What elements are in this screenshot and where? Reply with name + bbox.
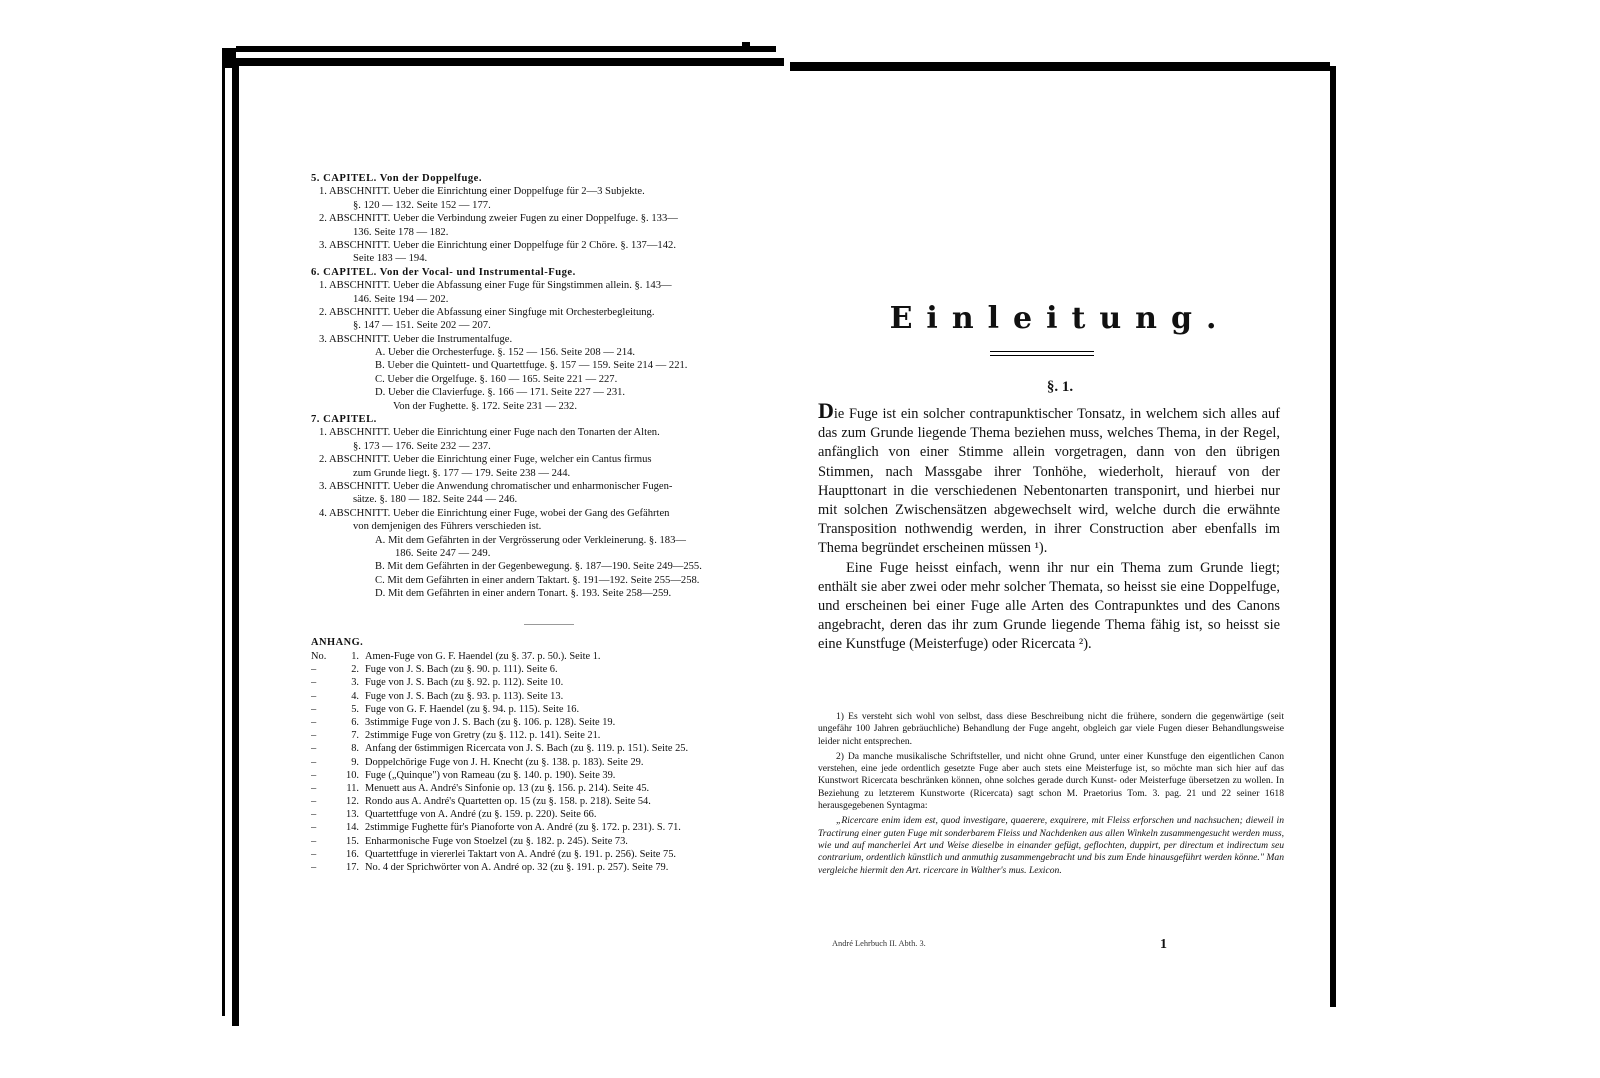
appendix-number: 3. — [351, 677, 359, 689]
toc-line: B. Mit dem Gefährten in der Gegenbewegung. §. 187—190. Seite 249—255. — [375, 561, 702, 573]
right-page — [790, 66, 1336, 1007]
appendix-prefix: – — [311, 796, 317, 808]
appendix-row — [311, 861, 781, 874]
appendix-number: 7. — [351, 730, 359, 742]
toc-line: Von der Fughette. §. 172. Seite 231 — 232. — [393, 400, 578, 412]
appendix-prefix: – — [311, 862, 317, 873]
footnote: 2) Da manche musikalische Schriftsteller, und nicht ohne Grund, unter einer Kunstfuge den eigentlichen Canon verstehen, eine jede ordentlich gesetzte Fuge aber auch stets eine Meisterfuge ist, so möchte man sich hier auf das Kunstwort Ricercata beschränken können, ohne solches gerade durch Kunst- oder Meisterfuge übersetzen zu wollen. In Beziehung zu letzterem Kunstworte (Ricercata) sagt schon M. Praetorius Tom. 3. pag. 21 und 22 seiner 1618 herausgegebenen Syntagma: — [818, 750, 1284, 812]
scan-artifact — [222, 66, 225, 1016]
appendix-row — [311, 782, 781, 795]
appendix-row — [311, 769, 781, 782]
appendix-number: 10. — [346, 769, 359, 781]
appendix-row — [311, 835, 781, 848]
toc-line: 186. Seite 247 — 249. — [395, 547, 491, 559]
toc-line: §. 120 — 132. Seite 152 — 177. — [353, 199, 491, 211]
toc-line: §. 147 — 151. Seite 202 — 207. — [353, 320, 491, 332]
appendix-entry: 2stimmige Fughette für's Pianoforte von A. André (zu §. 172. p. 231). S. 71. — [365, 822, 681, 834]
appendix-number: 12. — [346, 796, 359, 808]
table-of-contents — [311, 172, 781, 601]
appendix-prefix: – — [311, 730, 317, 742]
appendix-row — [311, 729, 781, 742]
appendix-number: 8. — [351, 743, 359, 755]
appendix-entry: Fuge von G. F. Haendel (zu §. 94. p. 115). Seite 16. — [365, 703, 580, 715]
toc-line: 1. ABSCHNITT. Ueber die Einrichtung einer Doppelfuge für 2—3 Subjekte. — [319, 186, 645, 198]
appendix-prefix: – — [311, 743, 317, 755]
footnote: 1) Es versteht sich wohl von selbst, dass diese Beschreibung nicht die frühere, sondern die gegenwärtige (seit ungefähr 100 Jahren gebräuchliche) Behandlung der Fuge angeht, obgleich gar viele Fugen dieser Behandlungsweise leider nicht entsprechen. — [818, 711, 1284, 747]
appendix-prefix: – — [311, 822, 317, 834]
toc-line: D. Mit dem Gefährten in einer andern Tonart. §. 193. Seite 258—259. — [375, 588, 672, 600]
appendix-number: 6. — [351, 716, 359, 728]
signature-line: André Lehrbuch II. Abth. 3. — [832, 939, 926, 948]
appendix-entry: Fuge von J. S. Bach (zu §. 92. p. 112). Seite 10. — [365, 677, 564, 689]
toc-line: A. Ueber die Orchesterfuge. §. 152 — 156. Seite 208 — 214. — [375, 347, 636, 359]
appendix-row — [311, 808, 781, 821]
toc-line: C. Ueber die Orgelfuge. §. 160 — 165. Seite 221 — 227. — [375, 373, 618, 385]
appendix-number: 1. — [351, 651, 359, 662]
appendix-entry: Fuge („Quinque") von Rameau (zu §. 140. p. 190). Seite 39. — [365, 769, 616, 781]
toc-line: 3. ABSCHNITT. Ueber die Instrumentalfuge. — [319, 333, 513, 345]
toc-line: von demjenigen des Führers verschieden ist. — [353, 521, 542, 533]
appendix-row — [311, 676, 781, 689]
appendix-title: ANHANG. — [311, 637, 364, 648]
chapter-heading: 6. CAPITEL. Von der Vocal- und Instrumental-Fuge. — [311, 266, 576, 278]
appendix-prefix: – — [311, 782, 317, 794]
appendix-entry: Rondo aus A. André's Quartetten op. 15 (zu §. 158. p. 218). Seite 54. — [365, 796, 651, 808]
appendix-entry: Doppelchörige Fuge von J. H. Knecht (zu §. 138. p. 183). Seite 29. — [365, 756, 644, 768]
appendix-row — [311, 650, 781, 663]
toc-line: 4. ABSCHNITT. Ueber die Einrichtung einer Fuge, wobei der Gang des Gefährten — [319, 507, 670, 519]
toc-line: D. Ueber die Clavierfuge. §. 166 — 171. Seite 227 — 231. — [375, 387, 626, 399]
scan-artifact — [742, 42, 750, 48]
appendix-entry: Quartettfuge in viererlei Taktart von A. André (zu §. 191. p. 256). Seite 75. — [365, 848, 677, 860]
toc-line: 3. ABSCHNITT. Ueber die Einrichtung einer Doppelfuge für 2 Chöre. §. 137—142. — [319, 239, 676, 251]
appendix-row — [311, 795, 781, 808]
appendix-prefix: – — [311, 769, 317, 781]
left-page — [232, 58, 784, 1026]
toc-line: C. Mit dem Gefährten in einer andern Taktart. §. 191—192. Seite 255—258. — [375, 574, 700, 586]
appendix-prefix: – — [311, 677, 317, 689]
appendix-prefix: – — [311, 716, 317, 728]
appendix-prefix: – — [311, 664, 317, 676]
appendix-row — [311, 821, 781, 834]
appendix-number: 15. — [346, 835, 359, 847]
appendix-row — [311, 742, 781, 755]
appendix-entry: Fuge von J. S. Bach (zu §. 93. p. 113). Seite 13. — [365, 690, 564, 702]
toc-line: A. Mit dem Gefährten in der Vergrösserung oder Verkleinerung. §. 183— — [375, 534, 686, 546]
appendix-number: 11. — [346, 782, 359, 794]
appendix-row — [311, 756, 781, 769]
toc-line: 146. Seite 194 — 202. — [353, 293, 449, 305]
appendix-row — [311, 716, 781, 729]
appendix-number: 17. — [346, 862, 359, 873]
appendix-entry: Fuge von J. S. Bach (zu §. 90. p. 111). Seite 6. — [365, 664, 558, 676]
toc-line: 3. ABSCHNITT. Ueber die Anwendung chromatischer und enharmonischer Fugen- — [319, 480, 673, 492]
appendix-entry: Amen-Fuge von G. F. Haendel (zu §. 37. p. 50.). Seite 1. — [365, 651, 601, 662]
separator-rule — [524, 624, 574, 625]
toc-line: 2. ABSCHNITT. Ueber die Einrichtung einer Fuge, welcher ein Cantus firmus — [319, 454, 652, 466]
appendix-prefix: – — [311, 835, 317, 847]
toc-line: Seite 183 — 194. — [353, 253, 428, 265]
appendix-number: 14. — [346, 822, 359, 834]
chapter-heading: 5. CAPITEL. Von der Doppelfuge. — [311, 173, 483, 184]
appendix-number: 2. — [351, 664, 359, 676]
appendix-number: 4. — [351, 690, 359, 702]
toc-line: 2. ABSCHNITT. Ueber die Verbindung zweier Fugen zu einer Doppelfuge. §. 133— — [319, 213, 678, 225]
chapter-title: Einleitung. — [889, 301, 1231, 336]
scan-artifact — [236, 46, 776, 52]
appendix-entry: No. 4 der Sprichwörter von A. André op. 32 (zu §. 191. p. 257). Seite 79. — [365, 862, 669, 873]
appendix-entry: 2stimmige Fuge von Gretry (zu §. 112. p. 141). Seite 21. — [365, 730, 601, 742]
appendix-prefix: – — [311, 690, 317, 702]
chapter-heading: 7. CAPITEL. — [311, 414, 377, 426]
appendix-number: 9. — [351, 756, 359, 768]
toc-line: 1. ABSCHNITT. Ueber die Einrichtung einer Fuge nach den Tonarten der Alten. — [319, 427, 660, 439]
toc-line: B. Ueber die Quintett- und Quartettfuge. §. 157 — 159. Seite 214 — 221. — [375, 360, 688, 372]
appendix-entry: Menuett aus A. André's Sinfonie op. 13 (zu §. 156. p. 214). Seite 45. — [365, 782, 650, 794]
toc-line: §. 173 — 176. Seite 232 — 237. — [353, 440, 491, 452]
section-heading: §. 1. — [1046, 379, 1074, 395]
appendix-number: 5. — [351, 703, 359, 715]
appendix-row — [311, 848, 781, 861]
appendix-row — [311, 663, 781, 676]
appendix-entry: Anfang der 6stimmigen Ricercata von J. S. Bach (zu §. 119. p. 151). Seite 25. — [365, 743, 689, 755]
appendix-row — [311, 690, 781, 703]
appendix-entry: Quartettfuge von A. André (zu §. 159. p. 220). Seite 66. — [365, 809, 597, 821]
appendix-prefix: – — [311, 756, 317, 768]
appendix-entry: Enharmonische Fuge von Stoelzel (zu §. 182. p. 245). Seite 73. — [365, 835, 628, 847]
appendix-prefix: – — [311, 703, 317, 715]
footnote-quote: „Ricercare enim idem est, quod investigare, quaerere, exquirere, mit Fleiss erforschen und nachsuchen; dieweil in Tractirung einer guten Fuge mit sonderbarem Fleiss und Nachdenken aus allen Winkeln zusammengesucht werden muss, wie und auf mancherlei Art und Weise dieselbe in einander gefügt, geflochten, duppirt, per directum et indirectum seu contrarium, ordentlich künstlich und anmuthig zusammengebracht und bis zum Ende hinausgeführt werden könne." Man vergleiche hiermit den Art. ricercare in Walther's mus. Lexicon. — [818, 815, 1284, 876]
toc-line: sätze. §. 180 — 182. Seite 244 — 246. — [353, 494, 518, 506]
body-text — [818, 398, 1280, 655]
appendix-entry: 3stimmige Fuge von J. S. Bach (zu §. 106. p. 128). Seite 19. — [365, 716, 616, 728]
paragraph: Eine Fuge heisst einfach, wenn ihr nur ein Thema zum Grunde liegt; enthält sie aber zwei oder mehr solcher Themata, so heisst sie eine Doppelfuge, und erscheinen bei einer Fuge alle Arten des Contrapunktes und des Canons angebracht, deren das ihr zum Grunde liegende Thema fähig ist, so heisst sie eine Kunstfuge (Meisterfuge) oder Ricercata ²). — [818, 559, 1280, 653]
title-rule — [990, 351, 1094, 356]
appendix-list — [311, 636, 781, 874]
toc-line: 136. Seite 178 — 182. — [353, 226, 449, 238]
appendix-number: 16. — [346, 848, 359, 860]
appendix-prefix: No. — [311, 651, 327, 662]
appendix-row — [311, 703, 781, 716]
appendix-number: 13. — [346, 809, 359, 821]
drop-cap: D — [818, 398, 834, 423]
toc-line: zum Grunde liegt. §. 177 — 179. Seite 238 — 244. — [353, 467, 571, 479]
page-number: 1 — [1160, 937, 1167, 952]
paragraph: Die Fuge ist ein solcher contrapunktischer Tonsatz, in welchem sich alles auf das zum Grunde liegende Thema beziehen muss, welches Thema, in der Regel, anfänglich von einer Stimme allein vorgetragen, dann von den übrigen Stimmen, nach Massgabe ihrer Tonhöhe, wiederholt, hierauf von der Haupttonart in die verschiedenen Nebentonarten transponirt, und hierbei nur mit solchen Zwischensätzen abgewechselt wird, welche durch die erwähnte Transposition nothwendig werden, in ihrer Construction aber ebenfalls im Thema begründet erscheinen müssen ¹). — [818, 398, 1280, 557]
toc-line: 1. ABSCHNITT. Ueber die Abfassung einer Fuge für Singstimmen allein. §. 143— — [319, 280, 672, 292]
appendix-prefix: – — [311, 809, 317, 821]
footnotes — [818, 711, 1284, 880]
toc-line: 2. ABSCHNITT. Ueber die Abfassung einer Singfuge mit Orchesterbegleitung. — [319, 306, 655, 318]
appendix-prefix: – — [311, 848, 317, 860]
